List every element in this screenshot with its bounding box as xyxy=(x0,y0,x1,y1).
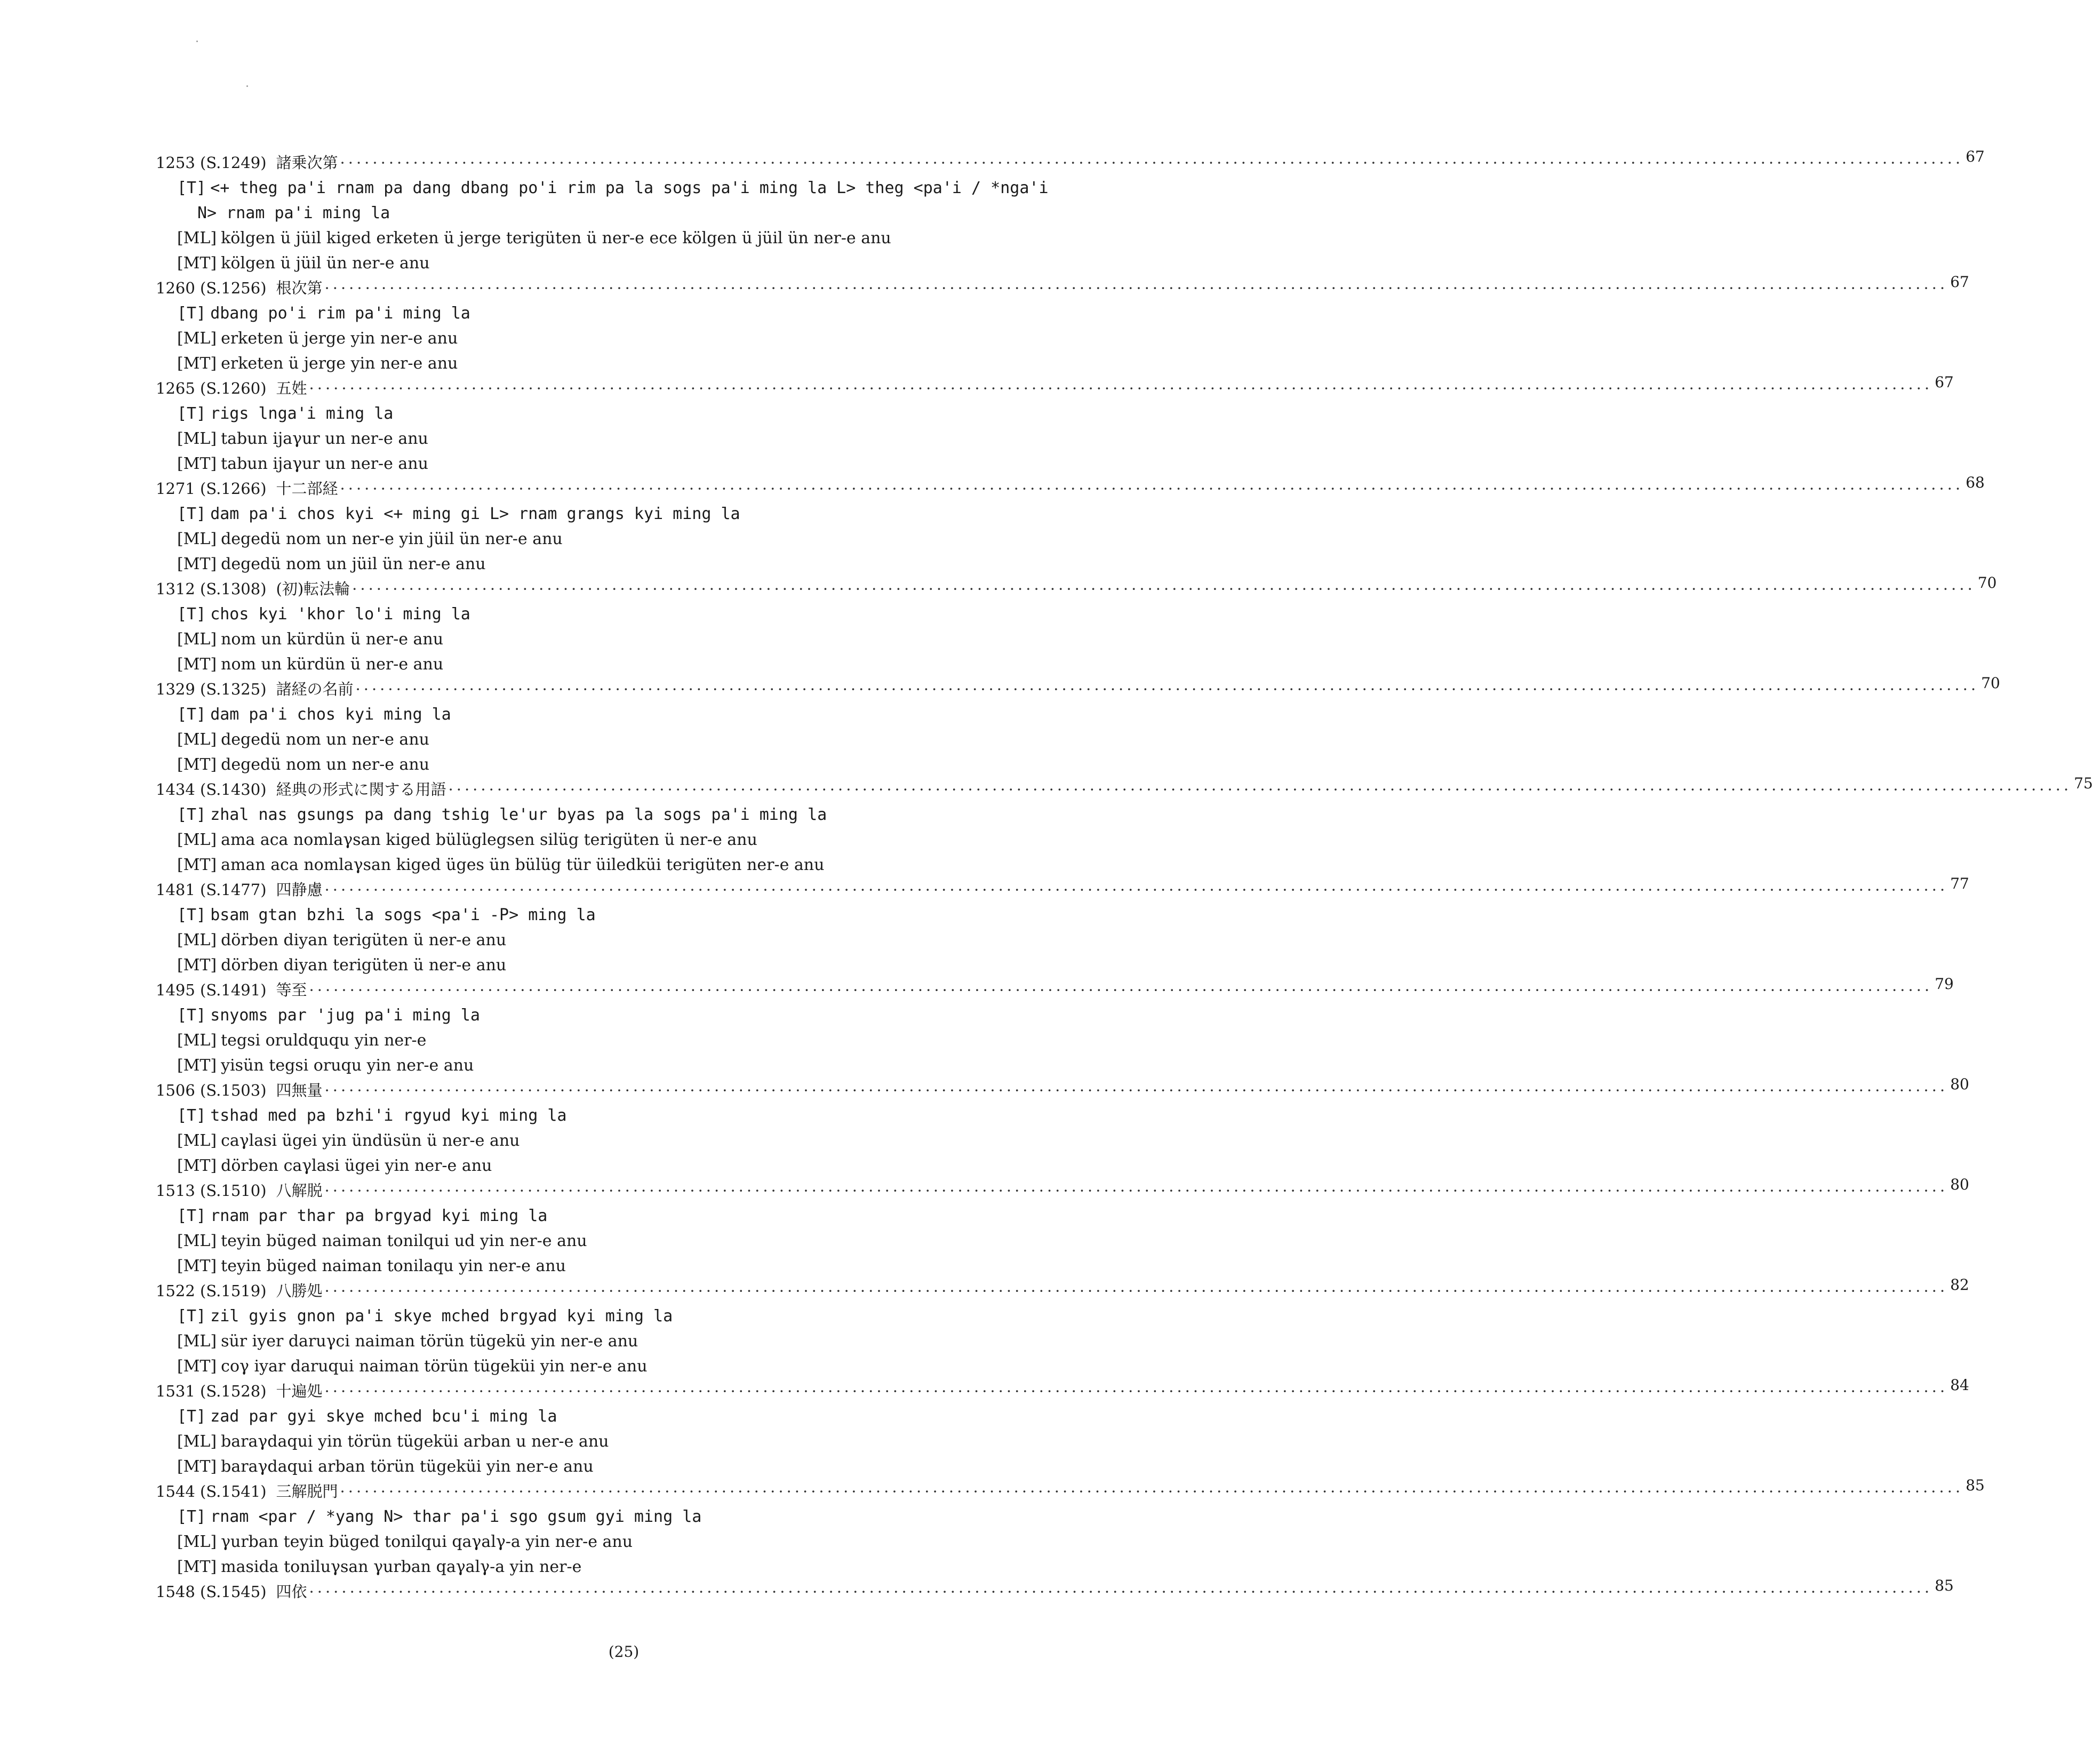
line-tag: [MT] xyxy=(177,1156,217,1175)
line-tag: [T] xyxy=(177,605,206,624)
line-text: dörben diyan terigüten ü ner-e anu xyxy=(221,931,507,949)
line-tag: [ML] xyxy=(177,1432,217,1451)
line-t xyxy=(177,1404,1127,1429)
index-entry xyxy=(156,373,1954,476)
line-tag: [MT] xyxy=(177,856,217,874)
entry-title: 経典の形式に関する用語 xyxy=(276,780,446,799)
line-text: zad par gyi skye mched bcu'i ming la xyxy=(210,1407,557,1426)
line-tag: [T] xyxy=(177,179,206,197)
line-tag: [ML] xyxy=(177,429,217,448)
entry-heading xyxy=(156,1476,1985,1504)
line-tag: [T] xyxy=(177,805,206,824)
entry-page-ref: 67 xyxy=(1966,148,1985,165)
dot-leader: ········································································································································································································ xyxy=(340,154,1964,172)
line-tag: [ML] xyxy=(177,329,217,348)
line-tag: [ML] xyxy=(177,1532,217,1551)
line-mt xyxy=(177,1354,1127,1379)
index-entry xyxy=(156,1075,1969,1178)
line-tag: [ML] xyxy=(177,730,217,749)
line-text: rnam par thar pa brgyad kyi ming la xyxy=(210,1207,548,1225)
line-tag: [T] xyxy=(177,1207,206,1225)
line-t xyxy=(177,1304,1127,1329)
line-mt xyxy=(177,1254,1127,1279)
index-entry xyxy=(156,975,1954,1078)
line-text: <+ theg pa'i rnam pa dang dbang po'i rim pa la sogs pa'i ming la L> theg <pa'i / *nga'i xyxy=(210,179,1049,197)
entry-number: 1312 (S.1308) xyxy=(156,580,267,598)
scan-speck xyxy=(196,41,198,42)
scan-speck xyxy=(246,85,248,87)
entry-title: 四無量 xyxy=(276,1081,323,1099)
line-tag: [ML] xyxy=(177,530,217,548)
line-t xyxy=(177,175,1127,201)
dot-leader: ········································································································································································································ xyxy=(324,1182,1948,1200)
line-text: tshad med pa bzhi'i rgyud kyi ming la xyxy=(210,1106,567,1125)
line-text: bsam gtan bzhi la sogs <pa'i -P> ming la xyxy=(210,906,596,924)
entry-number: 1481 (S.1477) xyxy=(156,881,267,899)
line-text: degedü nom un ner-e anu xyxy=(221,755,430,774)
line-tag: [MT] xyxy=(177,755,217,774)
line-tag: [MT] xyxy=(177,454,217,473)
line-text: degedü nom un ner-e yin jüil ün ner-e anu xyxy=(221,530,563,548)
line-text: dörben diyan terigüten ü ner-e anu xyxy=(221,956,507,975)
line-text: degedü nom un ner-e anu xyxy=(221,730,429,749)
entry-page-ref: 84 xyxy=(1950,1376,1969,1394)
entry-number: 1434 (S.1430) xyxy=(156,780,267,799)
line-t xyxy=(177,1003,1127,1028)
entry-title: 五姓 xyxy=(276,379,307,397)
line-tag: [ML] xyxy=(177,229,217,248)
dot-leader: ········································································································································································································ xyxy=(324,1382,1948,1400)
entry-number: 1495 (S.1491) xyxy=(156,981,267,999)
index-entries xyxy=(156,148,2093,1605)
line-tag: [MT] xyxy=(177,1558,217,1576)
line-ml xyxy=(177,326,1127,351)
line-text: dam pa'i chos kyi ming la xyxy=(210,705,451,724)
index-entry xyxy=(156,148,1985,276)
entry-page-ref: 82 xyxy=(1950,1276,1969,1294)
dot-leader: ········································································································································································································ xyxy=(340,1482,1964,1500)
line-t xyxy=(177,1504,1127,1529)
line-mt xyxy=(177,652,1127,677)
line-tag: [MT] xyxy=(177,1457,217,1476)
line-text: chos kyi 'khor lo'i ming la xyxy=(210,605,470,624)
entry-number: 1506 (S.1503) xyxy=(156,1081,267,1099)
line-t xyxy=(177,903,1127,928)
entry-heading xyxy=(156,775,2093,802)
entry-number: 1260 (S.1256) xyxy=(156,279,267,297)
entry-page-ref: 79 xyxy=(1935,975,1954,993)
dot-leader: ········································································································································································································ xyxy=(324,1282,1948,1300)
line-text: caγlasi ügei yin ündüsün ü ner-e anu xyxy=(221,1131,520,1150)
line-tag: [ML] xyxy=(177,831,217,849)
line-text: erketen ü jerge yin ner-e anu xyxy=(221,354,458,373)
line-ml xyxy=(177,1429,1127,1454)
dot-leader: ········································································································································································································ xyxy=(324,881,1948,899)
line-tag: [T] xyxy=(177,1507,206,1526)
entry-number: 1253 (S.1249) xyxy=(156,154,267,172)
line-t xyxy=(177,301,1127,326)
line-text: N> rnam pa'i ming la xyxy=(197,204,390,222)
line-ml xyxy=(177,1329,1127,1354)
index-entry xyxy=(156,1376,1969,1479)
entry-page-ref: 70 xyxy=(1981,674,2000,692)
line-text: teyin büged naiman tonilqui ud yin ner-e anu xyxy=(221,1232,587,1250)
index-entry xyxy=(156,1476,1985,1579)
line-tag: [MT] xyxy=(177,254,217,273)
line-text: snyoms par 'jug pa'i ming la xyxy=(210,1006,480,1025)
line-mt xyxy=(177,251,1127,276)
line-t xyxy=(177,401,1127,426)
line-mt xyxy=(177,752,1127,777)
line-text: tabun ijaγur un ner-e anu xyxy=(221,454,428,473)
index-entry xyxy=(156,1577,1954,1605)
line-text: ama aca nomlaγsan kiged bülüglegsen silüg terigüten ü ner-e anu xyxy=(221,831,757,849)
line-ml xyxy=(177,827,1127,852)
entry-title: 四依 xyxy=(276,1583,307,1601)
line-ml xyxy=(177,426,1127,451)
entry-title: 十二部経 xyxy=(276,480,338,498)
line-text: masida toniluγsan γurban qaγalγ-a yin ner-e xyxy=(221,1558,582,1576)
line-text: kölgen ü jüil ün ner-e anu xyxy=(221,254,430,273)
line-mt xyxy=(177,1153,1127,1178)
line-tag: [MT] xyxy=(177,1357,217,1376)
entry-page-ref: 85 xyxy=(1966,1476,1985,1494)
line-text: zil gyis gnon pa'i skye mched brgyad kyi ming la xyxy=(210,1307,673,1326)
line-mt xyxy=(177,852,1127,877)
index-entry xyxy=(156,273,1969,376)
dot-leader: ········································································································································································································ xyxy=(448,780,2072,799)
entry-number: 1548 (S.1545) xyxy=(156,1583,267,1601)
entry-page-ref: 85 xyxy=(1935,1577,1954,1594)
line-t xyxy=(177,802,1127,827)
line-tag: [T] xyxy=(177,404,206,423)
entry-heading xyxy=(156,148,1985,175)
line-tag: [MT] xyxy=(177,655,217,674)
entry-heading xyxy=(156,1376,1969,1404)
line-mt xyxy=(177,1454,1127,1479)
dot-leader: ········································································································································································································ xyxy=(355,680,1979,698)
line-ml xyxy=(177,627,1127,652)
line-tag: [T] xyxy=(177,1407,206,1426)
line-t xyxy=(177,602,1127,627)
line-tag: [ML] xyxy=(177,1031,217,1050)
entry-number: 1531 (S.1528) xyxy=(156,1382,267,1400)
line-tag: [ML] xyxy=(177,630,217,649)
entry-number: 1522 (S.1519) xyxy=(156,1282,267,1300)
line-text: teyin büged naiman tonilaqu yin ner-e anu xyxy=(221,1257,566,1275)
line-text: dbang po'i rim pa'i ming la xyxy=(210,304,470,323)
line-text: sür iyer daruγci naiman törün tügekü yin ner-e anu xyxy=(221,1332,638,1351)
entry-heading xyxy=(156,373,1954,401)
index-entry xyxy=(156,574,1997,677)
entry-number: 1544 (S.1541) xyxy=(156,1482,267,1500)
line-text: tabun ijaγur un ner-e anu xyxy=(221,429,428,448)
line-text: γurban teyin büged tonilqui qaγalγ-a yin ner-e anu xyxy=(221,1532,633,1551)
line-text: nom un kürdün ü ner-e anu xyxy=(221,655,444,674)
entry-page-ref: 67 xyxy=(1935,373,1954,391)
entry-title: 三解脱門 xyxy=(276,1482,338,1500)
line-ml xyxy=(177,928,1127,953)
entry-heading xyxy=(156,1276,1969,1304)
line-text: baraγdaqui yin törün tügeküi arban u ner-e anu xyxy=(221,1432,609,1451)
index-entry xyxy=(156,875,1969,978)
line-tag: [T] xyxy=(177,304,206,323)
line-text: aman aca nomlaγsan kiged üges ün bülüg tür üiledküi terigüten ner-e anu xyxy=(221,856,825,874)
dot-leader: ········································································································································································································ xyxy=(324,279,1948,297)
line-mt xyxy=(177,552,1127,577)
line-tag: [ML] xyxy=(177,1131,217,1150)
entry-title: 八勝処 xyxy=(276,1282,323,1300)
entry-page-ref: 77 xyxy=(1950,875,1969,892)
line-tag: [T] xyxy=(177,1006,206,1025)
entry-title: 諸経の名前 xyxy=(276,680,354,698)
line-text: baraγdaqui arban törün tügeküi yin ner-e anu xyxy=(221,1457,594,1476)
entry-title: 十遍処 xyxy=(276,1382,323,1400)
dot-leader: ········································································································································································································ xyxy=(352,580,1976,598)
line-continuation xyxy=(197,201,1127,226)
entry-title: 等至 xyxy=(276,981,307,999)
line-mt xyxy=(177,1053,1127,1078)
line-tag: [MT] xyxy=(177,956,217,975)
line-mt xyxy=(177,451,1127,476)
line-ml xyxy=(177,1028,1127,1053)
line-tag: [ML] xyxy=(177,1232,217,1250)
page-number: (25) xyxy=(608,1643,640,1661)
line-text: coγ iyar daruqui naiman törün tügeküi yin ner-e anu xyxy=(221,1357,648,1376)
dot-leader: ········································································································································································································ xyxy=(309,1583,1933,1601)
line-tag: [MT] xyxy=(177,354,217,373)
entry-heading xyxy=(156,474,1985,501)
index-entry xyxy=(156,1276,1969,1379)
entry-page-ref: 80 xyxy=(1950,1176,1969,1193)
entry-page-ref: 67 xyxy=(1950,273,1969,291)
line-tag: [MT] xyxy=(177,1257,217,1275)
entry-heading xyxy=(156,674,2000,702)
entry-heading xyxy=(156,574,1997,602)
line-ml xyxy=(177,1529,1127,1554)
index-entry xyxy=(156,474,1985,577)
line-ml xyxy=(177,727,1127,752)
entry-heading xyxy=(156,975,1954,1003)
line-text: rigs lnga'i ming la xyxy=(210,404,394,423)
line-text: tegsi oruldququ yin ner-e xyxy=(221,1031,427,1050)
entry-title: 八解脱 xyxy=(276,1182,323,1200)
entry-title: 四静慮 xyxy=(276,881,323,899)
line-text: yisün tegsi oruqu yin ner-e anu xyxy=(221,1056,474,1075)
line-t xyxy=(177,1203,1127,1228)
line-text: erketen ü jerge yin ner-e anu xyxy=(221,329,458,348)
line-ml xyxy=(177,1128,1127,1153)
line-tag: [ML] xyxy=(177,1332,217,1351)
dot-leader: ········································································································································································································ xyxy=(324,1081,1948,1099)
line-mt xyxy=(177,953,1127,978)
entry-heading xyxy=(156,1577,1954,1605)
entry-number: 1513 (S.1510) xyxy=(156,1182,267,1200)
entry-number: 1265 (S.1260) xyxy=(156,379,267,397)
line-tag: [T] xyxy=(177,1106,206,1125)
entry-number: 1329 (S.1325) xyxy=(156,680,267,698)
entry-page-ref: 80 xyxy=(1950,1075,1969,1093)
line-t xyxy=(177,501,1127,526)
line-text: kölgen ü jüil kiged erketen ü jerge terigüten ü ner-e ece kölgen ü jüil ün ner-e anu xyxy=(221,229,891,248)
line-tag: [T] xyxy=(177,705,206,724)
line-text: rnam <par / *yang N> thar pa'i sgo gsum gyi ming la xyxy=(210,1507,702,1526)
line-ml xyxy=(177,526,1127,552)
line-tag: [T] xyxy=(177,505,206,523)
entry-page-ref: 70 xyxy=(1977,574,1997,592)
entry-page-ref: 68 xyxy=(1966,474,1985,491)
line-text: degedü nom un jüil ün ner-e anu xyxy=(221,555,486,573)
line-ml xyxy=(177,226,1127,251)
entry-heading xyxy=(156,1176,1969,1203)
line-ml xyxy=(177,1228,1127,1254)
line-text: zhal nas gsungs pa dang tshig le'ur byas pa la sogs pa'i ming la xyxy=(210,805,827,824)
line-tag: [T] xyxy=(177,1307,206,1326)
line-text: dörben caγlasi ügei yin ner-e anu xyxy=(221,1156,492,1175)
index-entry xyxy=(156,1176,1969,1279)
entry-heading xyxy=(156,1075,1969,1103)
line-text: nom un kürdün ü ner-e anu xyxy=(221,630,444,649)
index-entry xyxy=(156,674,2000,777)
entry-title: (初)転法輪 xyxy=(276,580,350,598)
line-tag: [ML] xyxy=(177,931,217,949)
entry-heading xyxy=(156,273,1969,301)
line-mt xyxy=(177,1554,1127,1579)
index-entry xyxy=(156,775,2093,877)
entry-title: 根次第 xyxy=(276,279,323,297)
entry-number: 1271 (S.1266) xyxy=(156,480,267,498)
line-mt xyxy=(177,351,1127,376)
entry-heading xyxy=(156,875,1969,903)
dot-leader: ········································································································································································································ xyxy=(309,981,1933,999)
dot-leader: ········································································································································································································ xyxy=(309,379,1933,397)
line-tag: [MT] xyxy=(177,555,217,573)
entry-page-ref: 75 xyxy=(2074,775,2093,792)
dot-leader: ········································································································································································································ xyxy=(340,480,1964,498)
line-t xyxy=(177,702,1127,727)
line-tag: [MT] xyxy=(177,1056,217,1075)
line-t xyxy=(177,1103,1127,1128)
entry-title: 諸乗次第 xyxy=(276,154,338,172)
line-tag: [T] xyxy=(177,906,206,924)
line-text: dam pa'i chos kyi <+ ming gi L> rnam grangs kyi ming la xyxy=(210,505,740,523)
